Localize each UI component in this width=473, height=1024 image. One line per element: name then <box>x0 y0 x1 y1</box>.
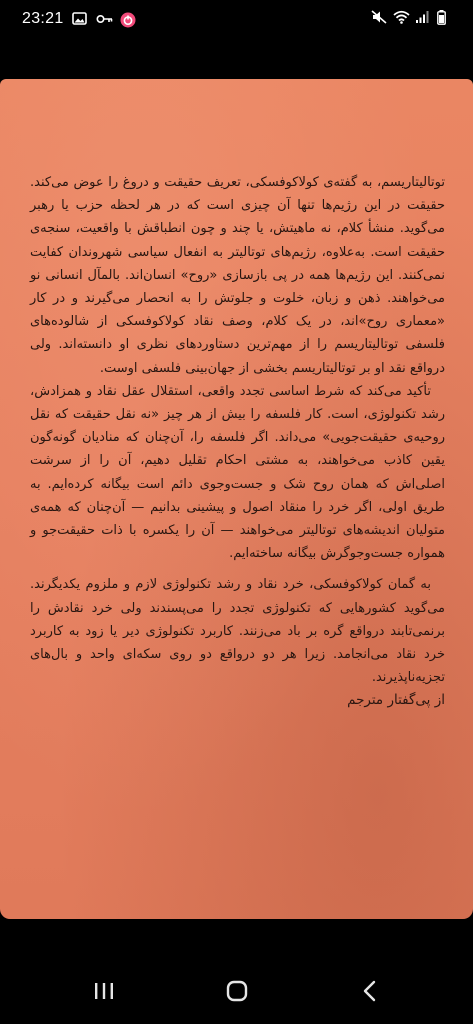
book-page-photo[interactable] <box>0 79 473 919</box>
mute-icon <box>371 10 387 24</box>
back-icon <box>362 980 378 1006</box>
key-icon <box>96 12 112 26</box>
gallery-icon <box>72 12 88 26</box>
status-bar <box>0 0 473 38</box>
signal-icon <box>415 10 431 24</box>
status-left <box>22 10 136 28</box>
paragraph-3: به گمان کولاکوفسکی، خرد نقاد و رشد تکنولوژی لازم و ملزوم یکدیگرند. می‌گوید کشورهایی که تکنولوژی تجدد را می‌پسندند ولی خرد نقادش را برنمی‌تابند درواقع گره بر باد می‌زنند. کاربرد تکنولوژی دیر یا زود به کاربرد خرد نقاد می‌انجامد. زیرا هر دو درواقع دو روی سکه‌ای واحد و بال‌های تجزیه‌ناپذیرند. <box>30 577 445 686</box>
paragraph-1: توتالیتاریسم، به گفته‌ی کولاکوفسکی، تعریف حقیقت و دروغ را عوض می‌کند. حقیقت در این رژیم‌ها تنها آن چیزی است که در هر لحظه حزب یا رهبر می‌گوید. منشأ کلام، نه ماهیتش، یا چند و چون انطباقش با واقعیت، سنجه‌ی حقیقت است. به‌علاوه، رژیم‌های توتالیتر به انفعال سیاسی شهروندان کفایت نمی‌کنند. این رژیم‌ها همه در پی بازسازی «روح» انسان‌اند. بالمآل انسانی نو می‌خواهند. ذهن و زبان، خلوت و جلوتش را به انحصار می‌گیرند و در کار «معماری روح»اند، در یک کلام، وصف نقاد کولاکوفسکی از شالوده‌های فلسفی توتالیتاریسم را از مهم‌ترین دستاوردهای نظری او دانسته‌اند. ولی درواقع نقد او بر توتالیتاریسم بخشی از جهان‌بینی فلسفی اوست. <box>30 175 445 376</box>
home-button[interactable] <box>217 976 257 1010</box>
status-right <box>371 10 453 24</box>
paragraph-2: تأکید می‌کند که شرط اساسی تجدد واقعی، استقلال عقل نقاد و همزادش، رشد تکنولوژی، است. کار فلسفه را بیش از هر چیز «نه نقل حقیقت که نقل روحیه‌ی حقیقت‌جویی» می‌داند. اگر فلسفه را، آن‌چنان که منادیان گونه‌گون یقین کاذب می‌خواهند، به مشتی احکام تقلیل دهیم، آن را از سرشت اصلی‌اش که همان روح شک و جست‌وجوی دائم است بیگانه کرده‌ایم. به طریق اولی، اگر خرد را منقاد اصول و پیشینی بدانیم — آن‌چنان که همه‌ی متولیان اندیشه‌های توتالیتر می‌خواهند — آن را یکسره با ذات حقیقت‌جو و همواره جست‌وجوگرش بیگانه ساخته‌ایم. <box>30 383 445 562</box>
back-button[interactable] <box>350 976 390 1010</box>
battery-icon <box>437 10 453 24</box>
book-page-text <box>30 171 445 713</box>
recent-apps-icon <box>93 981 115 1005</box>
attribution: از پی‌گفتار مترجم <box>347 692 445 709</box>
clock: 23:21 <box>22 10 64 27</box>
wifi-icon <box>393 10 409 24</box>
app-notification-icon <box>120 12 136 26</box>
recent-apps-button[interactable] <box>84 976 124 1010</box>
navigation-bar <box>0 960 473 1024</box>
home-icon <box>225 979 249 1007</box>
